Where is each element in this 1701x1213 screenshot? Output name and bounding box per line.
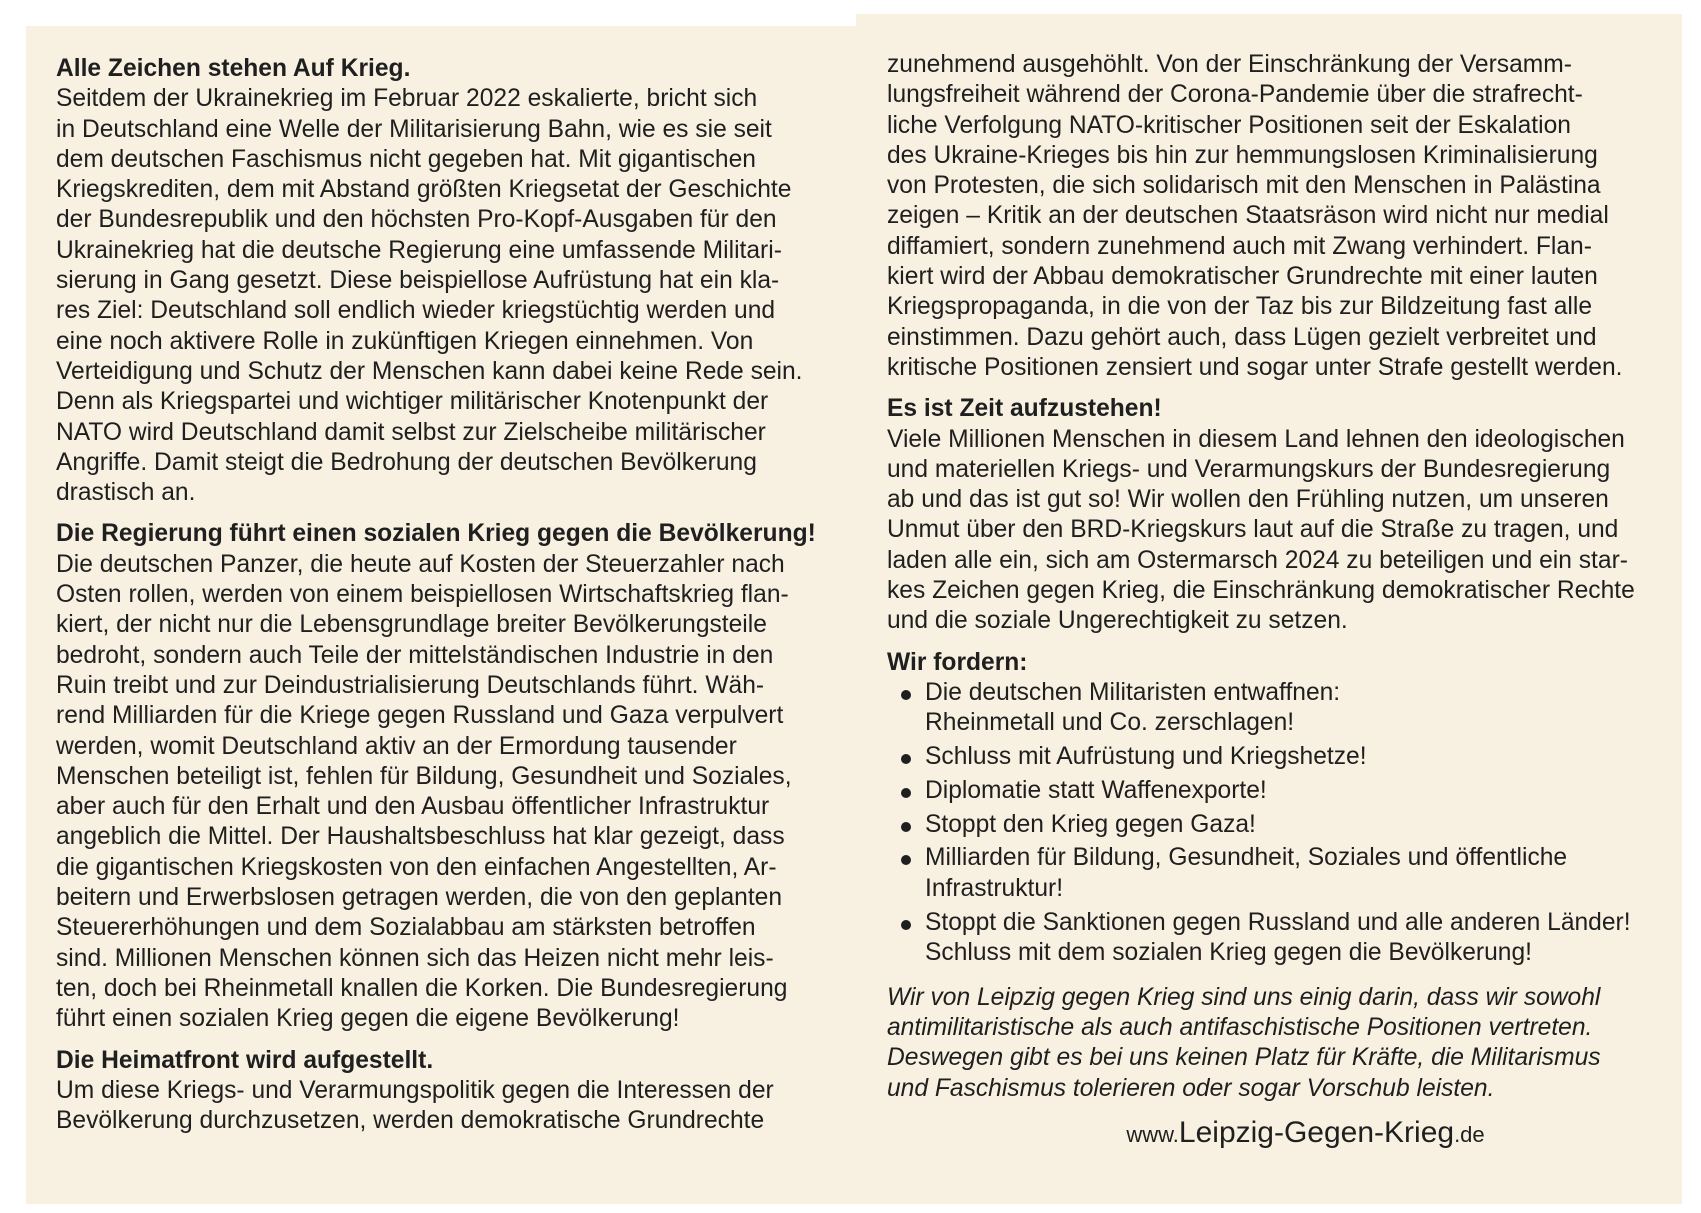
paragraph-line: sierung in Gang gesetzt. Diese beispiellose Aufrüstung hat ein kla-: [56, 267, 780, 295]
website-suffix: .de: [1454, 1121, 1485, 1147]
paragraph-line: Ukrainekrieg hat die deutsche Regierung eine umfassende Militari-: [56, 236, 782, 264]
paragraph-line: rend Milliarden für die Kriege gegen Russland und Gaza verpulvert: [56, 702, 784, 730]
demands-list: [887, 678, 1654, 968]
paragraph-line: diffamiert, sondern zunehmend auch mit Zwang verhindert. Flan-: [887, 232, 1592, 260]
paragraph-line: einstimmen. Dazu gehört auch, dass Lügen gezielt verbreitet und: [887, 323, 1597, 351]
demand-item: [887, 843, 1654, 904]
closing-line: antimilitaristische als auch antifaschistische Positionen vertreten.: [887, 1013, 1593, 1041]
continuation-paragraph: [887, 50, 1654, 383]
paragraph-line: werden, womit Deutschland aktiv an der Ermordung tausender: [56, 732, 737, 760]
paragraph-line: drastisch an.: [56, 479, 196, 507]
paragraph-line: des Ukraine-Krieges bis hin zur hemmungslosen Kriminalisierung: [887, 141, 1598, 169]
demand-line: Infrastruktur!: [925, 874, 1064, 902]
bullet-icon: [901, 822, 911, 832]
right-column: [856, 14, 1682, 1204]
paragraph-line: Denn als Kriegspartei und wichtiger militärischer Knotenpunkt der: [56, 388, 769, 416]
section-heading: Die Regierung führt einen sozialen Krieg gegen die Bevölkerung!: [56, 520, 816, 548]
paragraph-line: kiert, der nicht nur die Lebensgrundlage breiter Bevölkerungsteile: [56, 611, 767, 639]
section-heading: Die Heimatfront wird aufgestellt.: [56, 1046, 434, 1074]
paragraph-line: Die deutschen Panzer, die heute auf Kosten der Steuerzahler nach: [56, 550, 785, 578]
demand-item: [887, 742, 1654, 772]
paragraph-line: in Deutschland eine Welle der Militarisierung Bahn, wie es sie seit: [56, 115, 772, 143]
paragraph-line: Kriegspropaganda, in die von der Taz bis zur Bildzeitung fast alle: [887, 293, 1592, 321]
demands-heading: Wir fordern:: [887, 648, 1028, 676]
paragraph-line: ab und das ist gut so! Wir wollen den Frühling nutzen, um unseren: [887, 486, 1609, 514]
paragraph-line: Kriegskrediten, dem mit Abstand größten Kriegsetat der Geschichte: [56, 176, 792, 204]
paragraph-line: Verteidigung und Schutz der Menschen kann dabei keine Rede sein.: [56, 357, 803, 385]
paragraph-line: zunehmend ausgehöhlt. Von der Einschränkung der Versamm-: [887, 51, 1572, 78]
closing-line: Wir von Leipzig gegen Krieg sind uns einig darin, dass wir sowohl: [887, 983, 1601, 1011]
paragraph-line: Ruin treibt und zur Deindustrialisierung Deutschlands führt. Wäh-: [56, 671, 765, 699]
demand-line: Rheinmetall und Co. zerschlagen!: [925, 709, 1295, 737]
paragraph-line: und die soziale Ungerechtigkeit zu setzen.: [887, 607, 1348, 635]
section-heading: Alle Zeichen stehen Auf Krieg.: [56, 55, 411, 82]
demands-section: [887, 648, 1654, 968]
paragraph-line: von Protesten, die sich solidarisch mit den Menschen in Palästina: [887, 172, 1601, 200]
bullet-icon: [901, 920, 911, 930]
left-column: [26, 26, 856, 1204]
bullet-icon: [901, 855, 911, 865]
paragraph-line: Steuererhöhungen und dem Sozialabbau am stärksten betroffen: [56, 914, 756, 942]
website-prefix: www.: [1126, 1121, 1179, 1147]
bullet-icon: [901, 788, 911, 798]
paragraph-line: res Ziel: Deutschland soll endlich wieder kriegstüchtig werden und: [56, 297, 776, 325]
paragraph-line: Unmut über den BRD-Kriegskurs laut auf die Straße zu tragen, und: [887, 516, 1619, 544]
left-column-text: [56, 54, 816, 1136]
website-link[interactable]: [887, 1116, 1654, 1152]
paragraph-line: Angriffe. Damit steigt die Bedrohung der deutschen Bevölkerung: [56, 448, 757, 476]
section-heading: Es ist Zeit aufzustehen!: [887, 395, 1162, 423]
paragraph-line: ten, doch bei Rheinmetall knallen die Korken. Die Bundesregierung: [56, 974, 788, 1002]
demand-line: Milliarden für Bildung, Gesundheit, Soziales und öffentliche: [925, 844, 1568, 872]
paragraph-line: angeblich die Mittel. Der Haushaltsbeschluss hat klar gezeigt, dass: [56, 823, 785, 851]
paragraph-line: Viele Millionen Menschen in diesem Land lehnen den ideologischen: [887, 425, 1625, 453]
demand-item: [887, 678, 1654, 739]
bullet-icon: [901, 690, 911, 700]
right-column-text: [887, 50, 1654, 1152]
paragraph-line: lungsfreiheit während der Corona-Pandemie über die strafrecht-: [887, 81, 1583, 109]
closing-line: und Faschismus tolerieren oder sogar Vorschub leisten.: [887, 1074, 1495, 1102]
demand-line: Diplomatie statt Waffenexporte!: [925, 776, 1267, 804]
paragraph-line: kritische Positionen zensiert und sogar unter Strafe gestellt werden.: [887, 353, 1623, 381]
paragraph-line: liche Verfolgung NATO-kritischer Positionen seit der Eskalation: [887, 111, 1571, 139]
paragraph-line: die gigantischen Kriegskosten von den einfachen Angestellten, Ar-: [56, 853, 777, 881]
paragraph-line: NATO wird Deutschland damit selbst zur Zielscheibe militärischer: [56, 418, 766, 446]
paragraph-line: sind. Millionen Menschen können sich das Heizen nicht mehr leis-: [56, 944, 774, 972]
demand-item: [887, 810, 1654, 840]
paragraph-line: Um diese Kriegs- und Verarmungspolitik gegen die Interessen der: [56, 1076, 774, 1104]
paragraph-line: und materiellen Kriegs- und Verarmungskurs der Bundesregierung: [887, 455, 1611, 483]
demand-line: Stoppt die Sanktionen gegen Russland und alle anderen Länder!: [925, 908, 1631, 936]
demand-item: [887, 908, 1654, 969]
paragraph-line: der Bundesrepublik und den höchsten Pro-Kopf-Ausgaben für den: [56, 206, 777, 234]
closing-statement: [887, 983, 1654, 1104]
demand-line: Die deutschen Militaristen entwaffnen:: [925, 678, 1341, 706]
bullet-icon: [901, 754, 911, 764]
paragraph-line: kiert wird der Abbau demokratischer Grundrechte mit einer lauten: [887, 263, 1598, 291]
paragraph-line: Seitdem der Ukrainekrieg im Februar 2022 eskalierte, bricht sich: [56, 85, 758, 113]
paragraph-line: dem deutschen Faschismus nicht gegeben hat. Mit gigantischen: [56, 145, 756, 173]
paragraph-line: führt einen sozialen Krieg gegen die eigene Bevölkerung!: [56, 1005, 680, 1033]
paragraph-line: bedroht, sondern auch Teile der mittelständischen Industrie in den: [56, 641, 774, 669]
closing-line: Deswegen gibt es bei uns keinen Platz für Kräfte, die Militarismus: [887, 1044, 1601, 1072]
section-aufstehen: [887, 394, 1654, 636]
paragraph-line: kes Zeichen gegen Krieg, die Einschränkung demokratischer Rechte: [887, 577, 1635, 605]
paragraph-line: eine noch aktivere Rolle in zukünftigen Kriegen einnehmen. Von: [56, 327, 754, 355]
website-name: Leipzig-Gegen-Krieg: [1178, 1115, 1455, 1149]
demand-item: [887, 776, 1654, 806]
paragraph-line: Osten rollen, werden von einem beispiellosen Wirtschaftskrieg flan-: [56, 581, 789, 609]
paragraph-line: Menschen beteiligt ist, fehlen für Bildung, Gesundheit und Soziales,: [56, 762, 792, 790]
paragraph-line: laden alle ein, sich am Ostermarsch 2024 zu beteiligen und ein star-: [887, 546, 1628, 574]
paragraph-line: zeigen – Kritik an der deutschen Staatsräson wird nicht nur medial: [887, 202, 1609, 230]
paragraph-line: Bevölkerung durchzusetzen, werden demokratische Grundrechte: [56, 1107, 765, 1135]
demand-line: Schluss mit Aufrüstung und Kriegshetze!: [925, 743, 1367, 771]
paragraph-line: aber auch für den Erhalt und den Ausbau öffentlicher Infrastruktur: [56, 793, 770, 821]
demand-line: Schluss mit dem sozialen Krieg gegen die Bevölkerung!: [925, 938, 1532, 966]
paragraph-line: beitern und Erwerbslosen getragen werden, die von den geplanten: [56, 884, 783, 912]
demand-line: Stoppt den Krieg gegen Gaza!: [925, 810, 1256, 838]
